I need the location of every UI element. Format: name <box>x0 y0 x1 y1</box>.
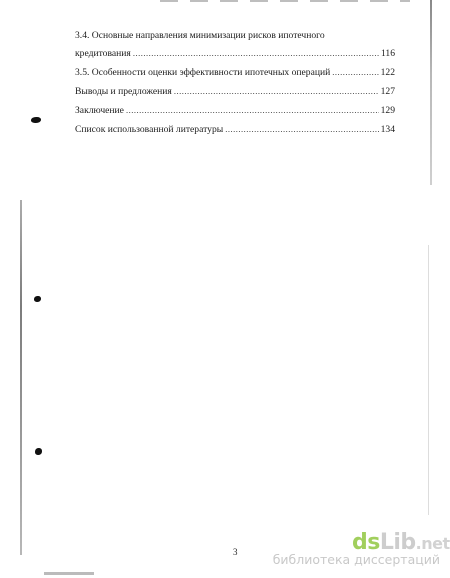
scan-right-edge-lower <box>428 245 429 515</box>
toc-entry <box>75 84 395 99</box>
toc-entry <box>75 103 395 118</box>
toc-entry-title: 3.4. Основные направления минимизации рисков ипотечного <box>75 30 325 41</box>
toc-leader-dots <box>126 103 379 118</box>
watermark <box>252 530 450 575</box>
toc-entry-title: Список использованной литературы <box>75 124 224 135</box>
punch-hole-mark <box>34 296 41 302</box>
toc-entry-title: Заключение <box>75 105 124 116</box>
scan-left-edge <box>20 200 22 555</box>
table-of-contents <box>75 28 395 141</box>
page-number: 3 <box>233 547 238 557</box>
toc-entry <box>75 122 395 137</box>
scan-top-artifact <box>160 0 410 2</box>
toc-entry <box>75 28 395 43</box>
dslib-logo <box>352 530 450 554</box>
punch-hole-mark <box>31 117 41 123</box>
scan-bottom-smudge <box>44 572 94 575</box>
toc-leader-dots <box>332 65 378 80</box>
watermark-subtitle: библиотека диссертаций <box>272 552 440 567</box>
toc-entry-page: 116 <box>380 48 395 59</box>
logo-lib: Lib <box>379 530 416 555</box>
toc-entry-page: 122 <box>380 67 395 78</box>
toc-leader-dots <box>225 122 378 137</box>
toc-entry-title: 3.5. Особенности оценки эффективности ипотечных операций <box>75 67 331 78</box>
toc-entry-title: кредитования <box>75 48 131 59</box>
toc-entry <box>75 65 395 80</box>
toc-leader-dots <box>133 46 379 61</box>
toc-entry <box>75 46 395 61</box>
logo-net: .net <box>415 534 450 553</box>
toc-entry-title: Выводы и предложения <box>75 86 172 97</box>
scan-right-edge <box>430 0 432 185</box>
toc-entry-page: 127 <box>380 86 395 97</box>
toc-leader-dots <box>174 84 379 99</box>
punch-hole-mark <box>35 448 42 455</box>
logo-ds: ds <box>352 530 380 555</box>
toc-entry-page: 129 <box>380 105 395 116</box>
toc-entry-page: 134 <box>380 124 395 135</box>
